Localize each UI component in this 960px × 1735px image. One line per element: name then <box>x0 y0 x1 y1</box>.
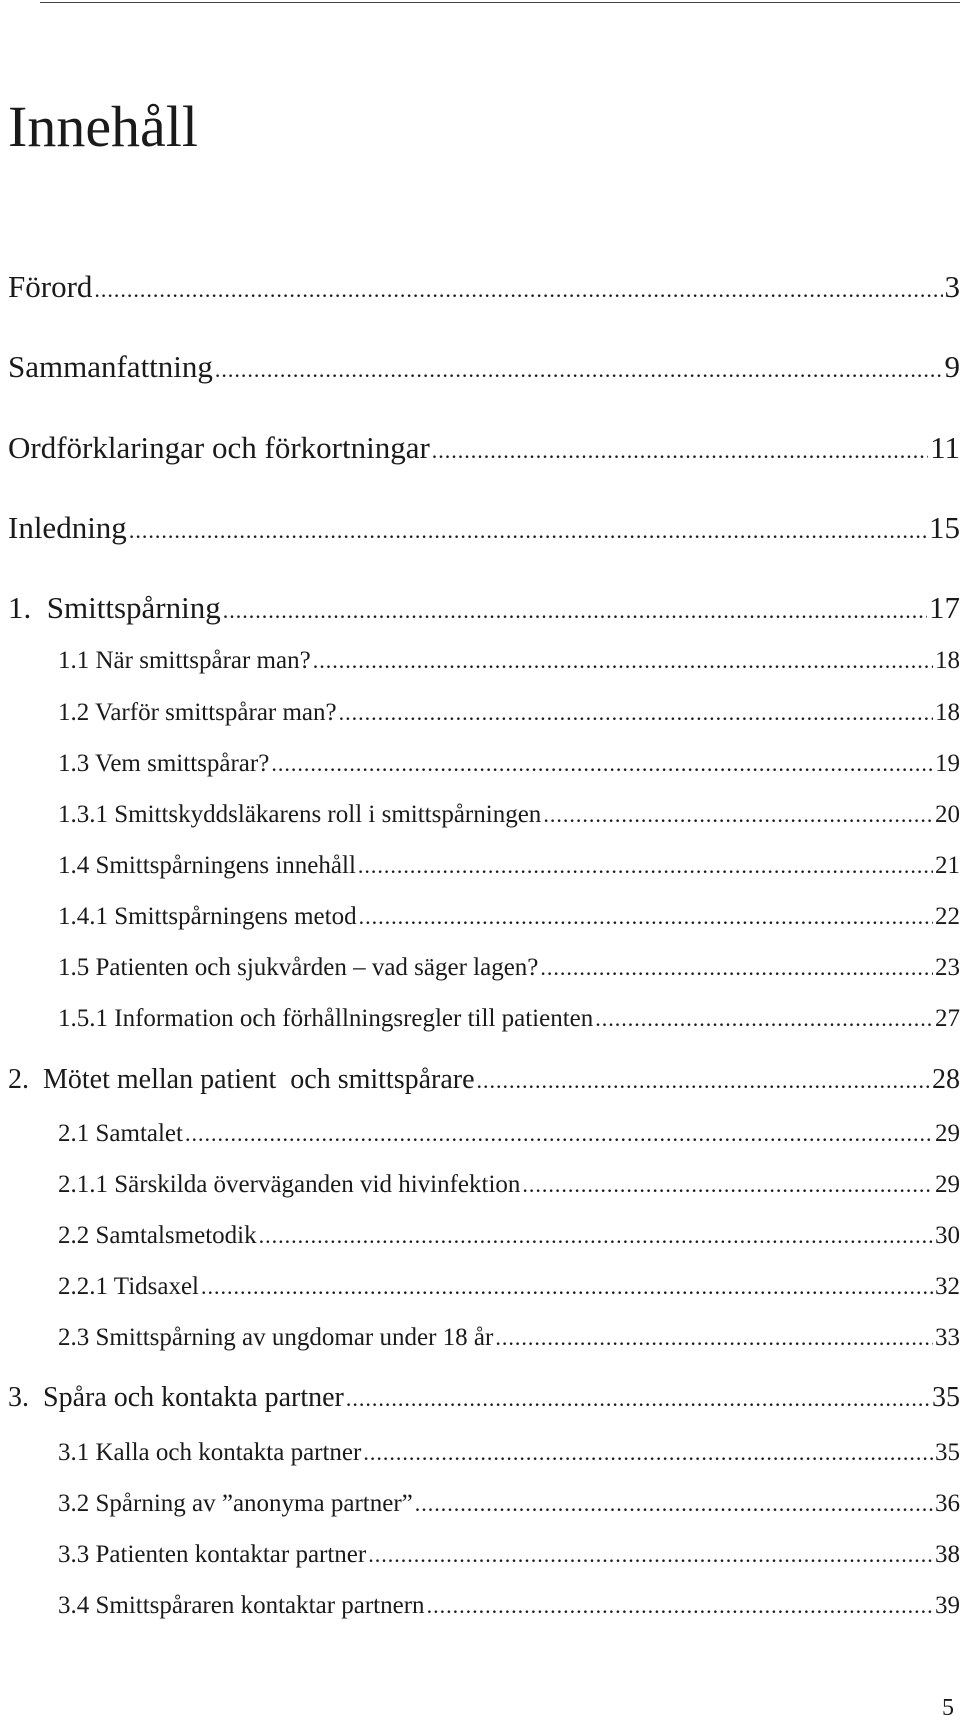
toc-label: 1.4 Smittspårningens innehåll <box>58 852 356 879</box>
toc-entry[interactable] <box>8 271 960 302</box>
toc-entry[interactable] <box>58 802 960 827</box>
toc-label: 1.4.1 Smittspårningens metod <box>58 903 357 930</box>
toc-page: 35 <box>935 1439 960 1466</box>
toc-leader <box>313 650 933 672</box>
toc-page: 21 <box>935 852 960 879</box>
toc-label: 2.1 Samtalet <box>58 1120 183 1147</box>
toc-leader <box>94 279 942 301</box>
toc-leader <box>346 1388 930 1410</box>
toc-page: 20 <box>935 801 960 828</box>
toc-label: 1.2 Varför smittspårar man? <box>58 699 337 726</box>
toc-entry[interactable] <box>58 751 960 776</box>
toc-leader <box>477 1070 930 1092</box>
toc-page: 19 <box>935 750 960 777</box>
toc-label: 1.3 Vem smittspårar? <box>58 750 270 777</box>
toc-page: 28 <box>932 1064 960 1095</box>
toc-page: 35 <box>932 1382 960 1413</box>
toc-page: 3 <box>944 269 960 304</box>
toc-page: 32 <box>935 1273 960 1300</box>
toc-entry[interactable] <box>8 1384 960 1412</box>
toc-leader <box>359 906 933 928</box>
toc-page: 27 <box>935 1005 960 1032</box>
toc-page: 11 <box>930 430 960 465</box>
toc-label: 2.3 Smittspårning av ungdomar under 18 år <box>58 1324 494 1351</box>
toc-entry[interactable] <box>58 1440 960 1465</box>
toc-label: 2. Mötet mellan patient och smittspårare <box>8 1064 475 1095</box>
toc-page: 17 <box>929 590 960 625</box>
toc-label: Inledning <box>8 510 127 545</box>
top-rule <box>40 2 960 3</box>
toc-leader <box>223 600 927 622</box>
toc-leader <box>543 804 933 826</box>
toc-label: 1.5.1 Information och förhållningsregler till patienten <box>58 1005 594 1032</box>
toc-entry[interactable] <box>58 1172 960 1197</box>
toc-entry[interactable] <box>8 1066 960 1094</box>
toc-label: 2.2.1 Tidsaxel <box>58 1273 200 1300</box>
toc-page: 15 <box>929 510 960 545</box>
toc-leader <box>339 702 933 724</box>
toc-page: 22 <box>935 903 960 930</box>
toc-label: Sammanfattning <box>8 349 213 384</box>
toc-leader <box>129 520 927 542</box>
toc-leader <box>495 1327 933 1349</box>
toc-entry[interactable] <box>58 853 960 878</box>
toc-page: 18 <box>935 647 960 674</box>
toc-entry[interactable] <box>58 1274 960 1299</box>
toc-entry[interactable] <box>8 432 960 463</box>
toc-label: 2.1.1 Särskilda överväganden vid hivinfektion <box>58 1171 521 1198</box>
toc-leader <box>522 1174 933 1196</box>
toc-entry[interactable] <box>58 648 960 673</box>
toc-label: Förord <box>8 269 93 304</box>
toc-entry[interactable] <box>58 1223 960 1248</box>
toc-leader <box>432 440 928 462</box>
toc-leader <box>259 1225 933 1247</box>
toc-entry[interactable] <box>8 592 960 623</box>
toc-label: 3.2 Spårning av ”anonyma partner” <box>58 1490 413 1517</box>
toc-page: 18 <box>935 699 960 726</box>
toc-page: 36 <box>935 1490 960 1517</box>
toc-page: 30 <box>935 1222 960 1249</box>
toc-entry[interactable] <box>8 512 960 543</box>
toc-entry[interactable] <box>58 1121 960 1146</box>
toc-entry[interactable] <box>58 1006 960 1031</box>
toc-label: 2.2 Samtalsmetodik <box>58 1222 257 1249</box>
toc-leader <box>415 1493 933 1515</box>
toc-label: 1.3.1 Smittskyddsläkarens roll i smittspårningen <box>58 801 542 828</box>
toc-entry[interactable] <box>58 700 960 725</box>
page-title: Innehåll <box>8 94 199 159</box>
toc-leader <box>201 1276 933 1298</box>
toc-page: 23 <box>935 954 960 981</box>
toc-leader <box>427 1595 933 1617</box>
toc-entry[interactable] <box>58 1542 960 1567</box>
toc-label: 3. Spåra och kontakta partner <box>8 1382 344 1413</box>
toc-entry[interactable] <box>58 1491 960 1516</box>
toc-leader <box>540 957 933 979</box>
toc-label: 3.3 Patienten kontaktar partner <box>58 1541 367 1568</box>
toc-label: 1.5 Patienten och sjukvården – vad säger lagen? <box>58 954 539 981</box>
toc-page: 29 <box>935 1120 960 1147</box>
toc-entry[interactable] <box>58 1325 960 1350</box>
toc-page: 29 <box>935 1171 960 1198</box>
toc-entry[interactable] <box>58 955 960 980</box>
toc-leader <box>271 753 933 775</box>
page-number: 5 <box>942 1695 954 1721</box>
toc-leader <box>215 359 943 381</box>
toc-leader <box>185 1123 933 1145</box>
toc-entry[interactable] <box>58 1593 960 1618</box>
toc-entry[interactable] <box>8 351 960 382</box>
toc-page: 33 <box>935 1324 960 1351</box>
toc-page: 39 <box>935 1592 960 1619</box>
toc-leader <box>363 1442 933 1464</box>
toc-entry[interactable] <box>58 904 960 929</box>
toc-page: 9 <box>944 349 960 384</box>
toc-label: 3.1 Kalla och kontakta partner <box>58 1439 362 1466</box>
toc-label: 1. Smittspårning <box>8 590 221 625</box>
toc-leader <box>358 855 933 877</box>
toc-leader <box>368 1544 933 1566</box>
toc-label: 3.4 Smittspåraren kontaktar partnern <box>58 1592 425 1619</box>
toc-label: 1.1 När smittspårar man? <box>58 647 311 674</box>
toc-leader <box>595 1008 933 1030</box>
toc-label: Ordförklaringar och förkortningar <box>8 430 430 465</box>
toc-page: 38 <box>935 1541 960 1568</box>
